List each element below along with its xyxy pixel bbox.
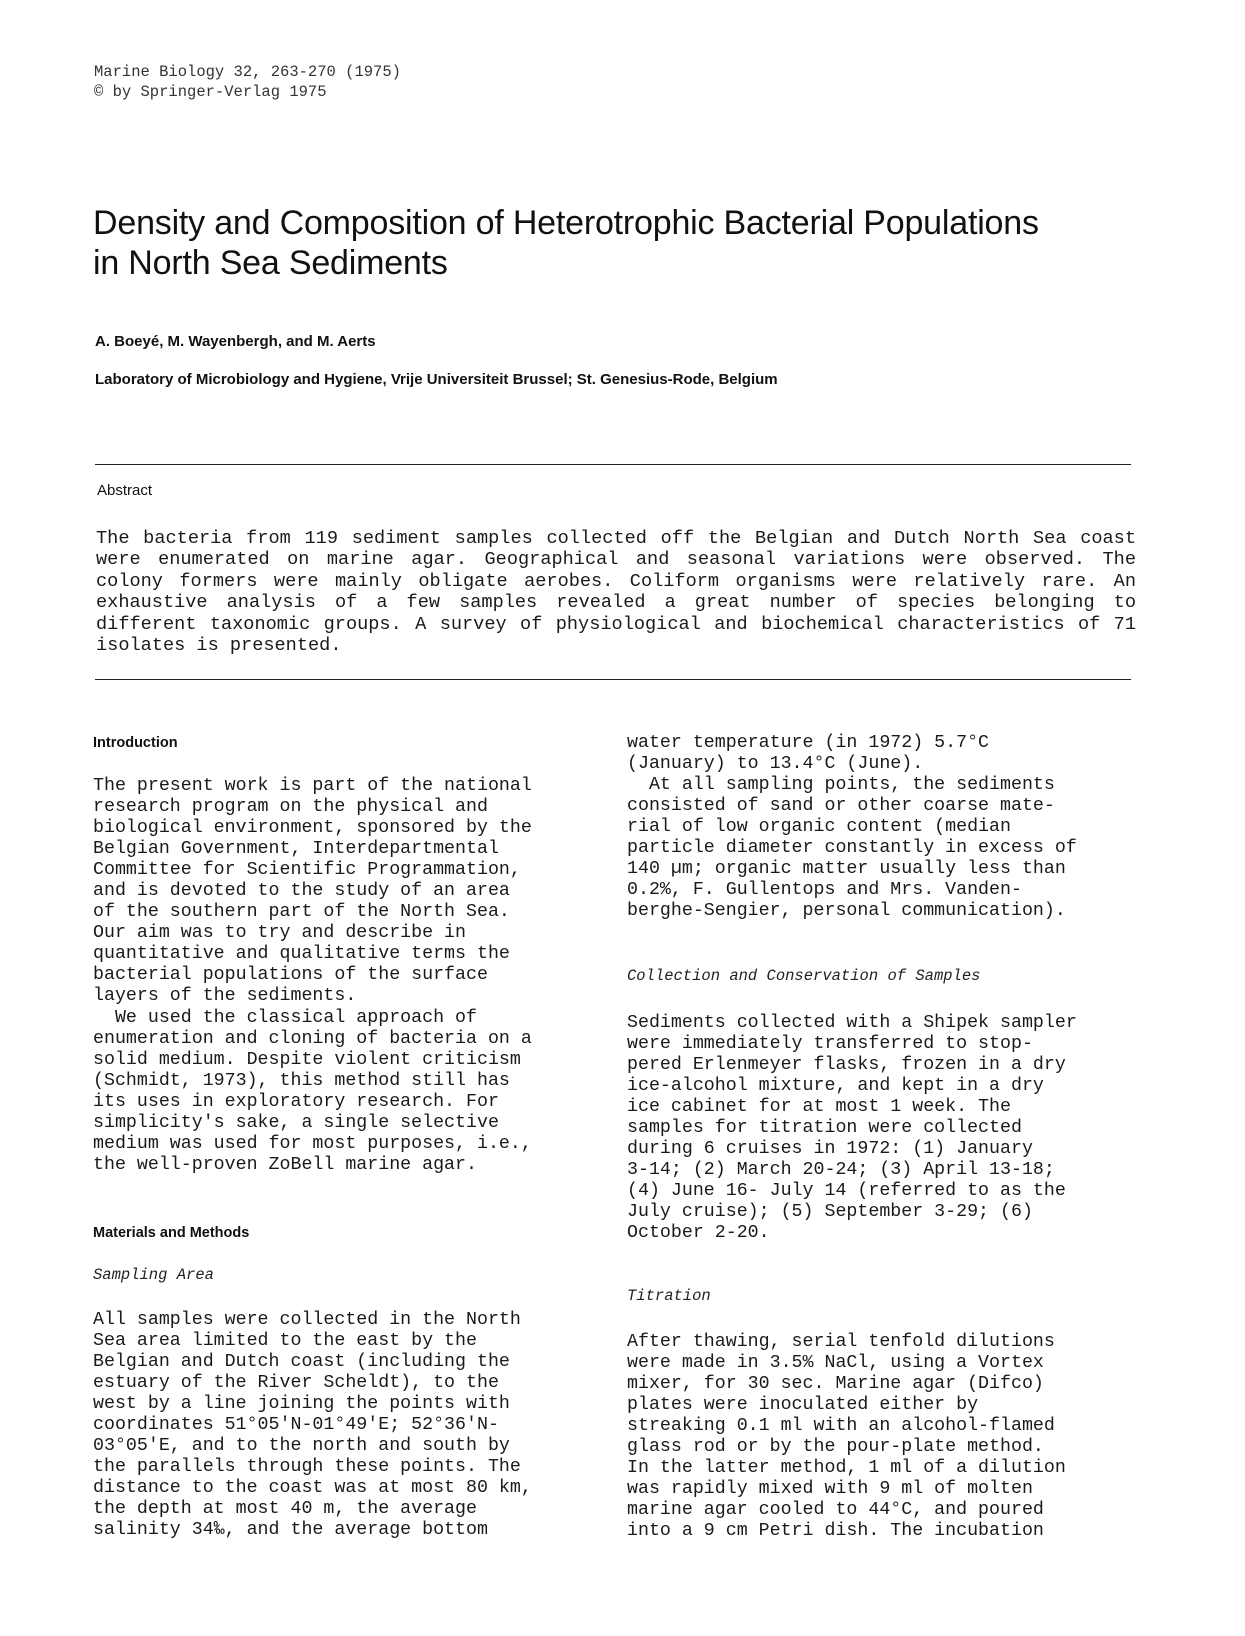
authors: A. Boeyé, M. Wayenbergh, and M. Aerts xyxy=(95,333,376,350)
abstract-bottom-rule xyxy=(95,679,1131,680)
materials-methods-heading: Materials and Methods xyxy=(93,1225,250,1241)
journal-citation xyxy=(94,62,401,102)
paper-title xyxy=(93,203,1173,283)
title-line-1: Density and Composition of Heterotrophic Bacterial Populations xyxy=(93,204,1039,242)
sampling-area-continued-text: water temperature (in 1972) 5.7°C (January) to 13.4°C (June). xyxy=(627,733,990,774)
sampling-area-heading: Sampling Area xyxy=(93,1266,214,1284)
citation-line-2: © by Springer-Verlag 1975 xyxy=(94,83,327,101)
abstract-text: The bacteria from 119 sediment samples collected off the Belgian and Dutch North Sea coast were enumerated on marine agar. Geographical and seasonal variations were observed. The colony formers were mainly obligate aerobes. Coliform organisms were relatively rare. An exhaustive analysis of a few samples revealed a great number of species belonging to different taxonomic groups. A survey of physiological and biochemical characteristics of 71 isolates is presented. xyxy=(96,528,1136,657)
abstract-heading: Abstract xyxy=(97,482,153,499)
sampling-area-text: All samples were collected in the North Sea area limited to the east by the Belgian and Dutch coast (including the estuary of the River Scheldt), to the west by a line joining the points with coordinates 51°05'N-01°49'E; 52°36'N- 03°05'E, and to the north and south by the parallels through these points. The distance to the coast was at most 80 km, the depth at most 40 m, the average salinity 34‰, and the average bottom xyxy=(93,1310,532,1540)
affiliation: Laboratory of Microbiology and Hygiene, Vrije Universiteit Brussel; St. Genesius-Rode, Belgium xyxy=(95,371,778,388)
titration-text: After thawing, serial tenfold dilutions were made in 3.5% NaCl, using a Vortex mixer, for 30 sec. Marine agar (Difco) plates were inoculated either by streaking 0.1 ml with an alcohol-flamed glass rod or by the pour-plate method. In the latter method, 1 ml of a dilution was rapidly mixed with 9 ml of molten marine agar cooled to 44°C, and poured into a 9 cm Petri dish. The incubation xyxy=(627,1332,1066,1541)
collection-text: Sediments collected with a Shipek sampler were immediately transferred to stop- pered Erlenmeyer flasks, frozen in a dry ice-alcohol mixture, and kept in a dry ice cabinet for at most 1 week. The samples for titration were collected during 6 cruises in 1972: (1) January 3-14; (2) March 20-24; (3) April 13-18; (4) June 16- July 14 (referred to as the July cruise); (5) September 3-29; (6) October 2-20. xyxy=(627,1013,1077,1243)
collection-heading: Collection and Conservation of Samples xyxy=(627,967,981,985)
title-line-2: in North Sea Sediments xyxy=(93,244,448,282)
titration-heading: Titration xyxy=(627,1287,711,1305)
introduction-paragraph-2: We used the classical approach of enumeration and cloning of bacteria on a solid medium. Despite violent criticism (Schmidt, 1973), this method still has its uses in exploratory research. For simplicity's sake, a single selective medium was used for most purposes, i.e., the well-proven ZoBell marine agar. xyxy=(93,1008,532,1175)
introduction-heading: Introduction xyxy=(93,735,178,751)
sediment-description-text: At all sampling points, the sediments consisted of sand or other coarse mate- rial of low organic content (median particle diameter constantly in excess of 140 µm; organic matter usually less than 0.2%, F. Gullentops and Mrs. Vanden- berghe-Sengier, personal communication). xyxy=(627,775,1077,921)
abstract-top-rule xyxy=(95,464,1131,465)
citation-line-1: Marine Biology 32, 263-270 (1975) xyxy=(94,63,401,81)
introduction-paragraph-1: The present work is part of the national research program on the physical and biological environment, sponsored by the Belgian Government, Interdepartmental Committee for Scientific Programmation, and is devoted to the study of an area of the southern part of the North Sea. Our aim was to try and describe in quantitative and qualitative terms the bacterial populations of the surface layers of the sediments. xyxy=(93,776,532,1006)
